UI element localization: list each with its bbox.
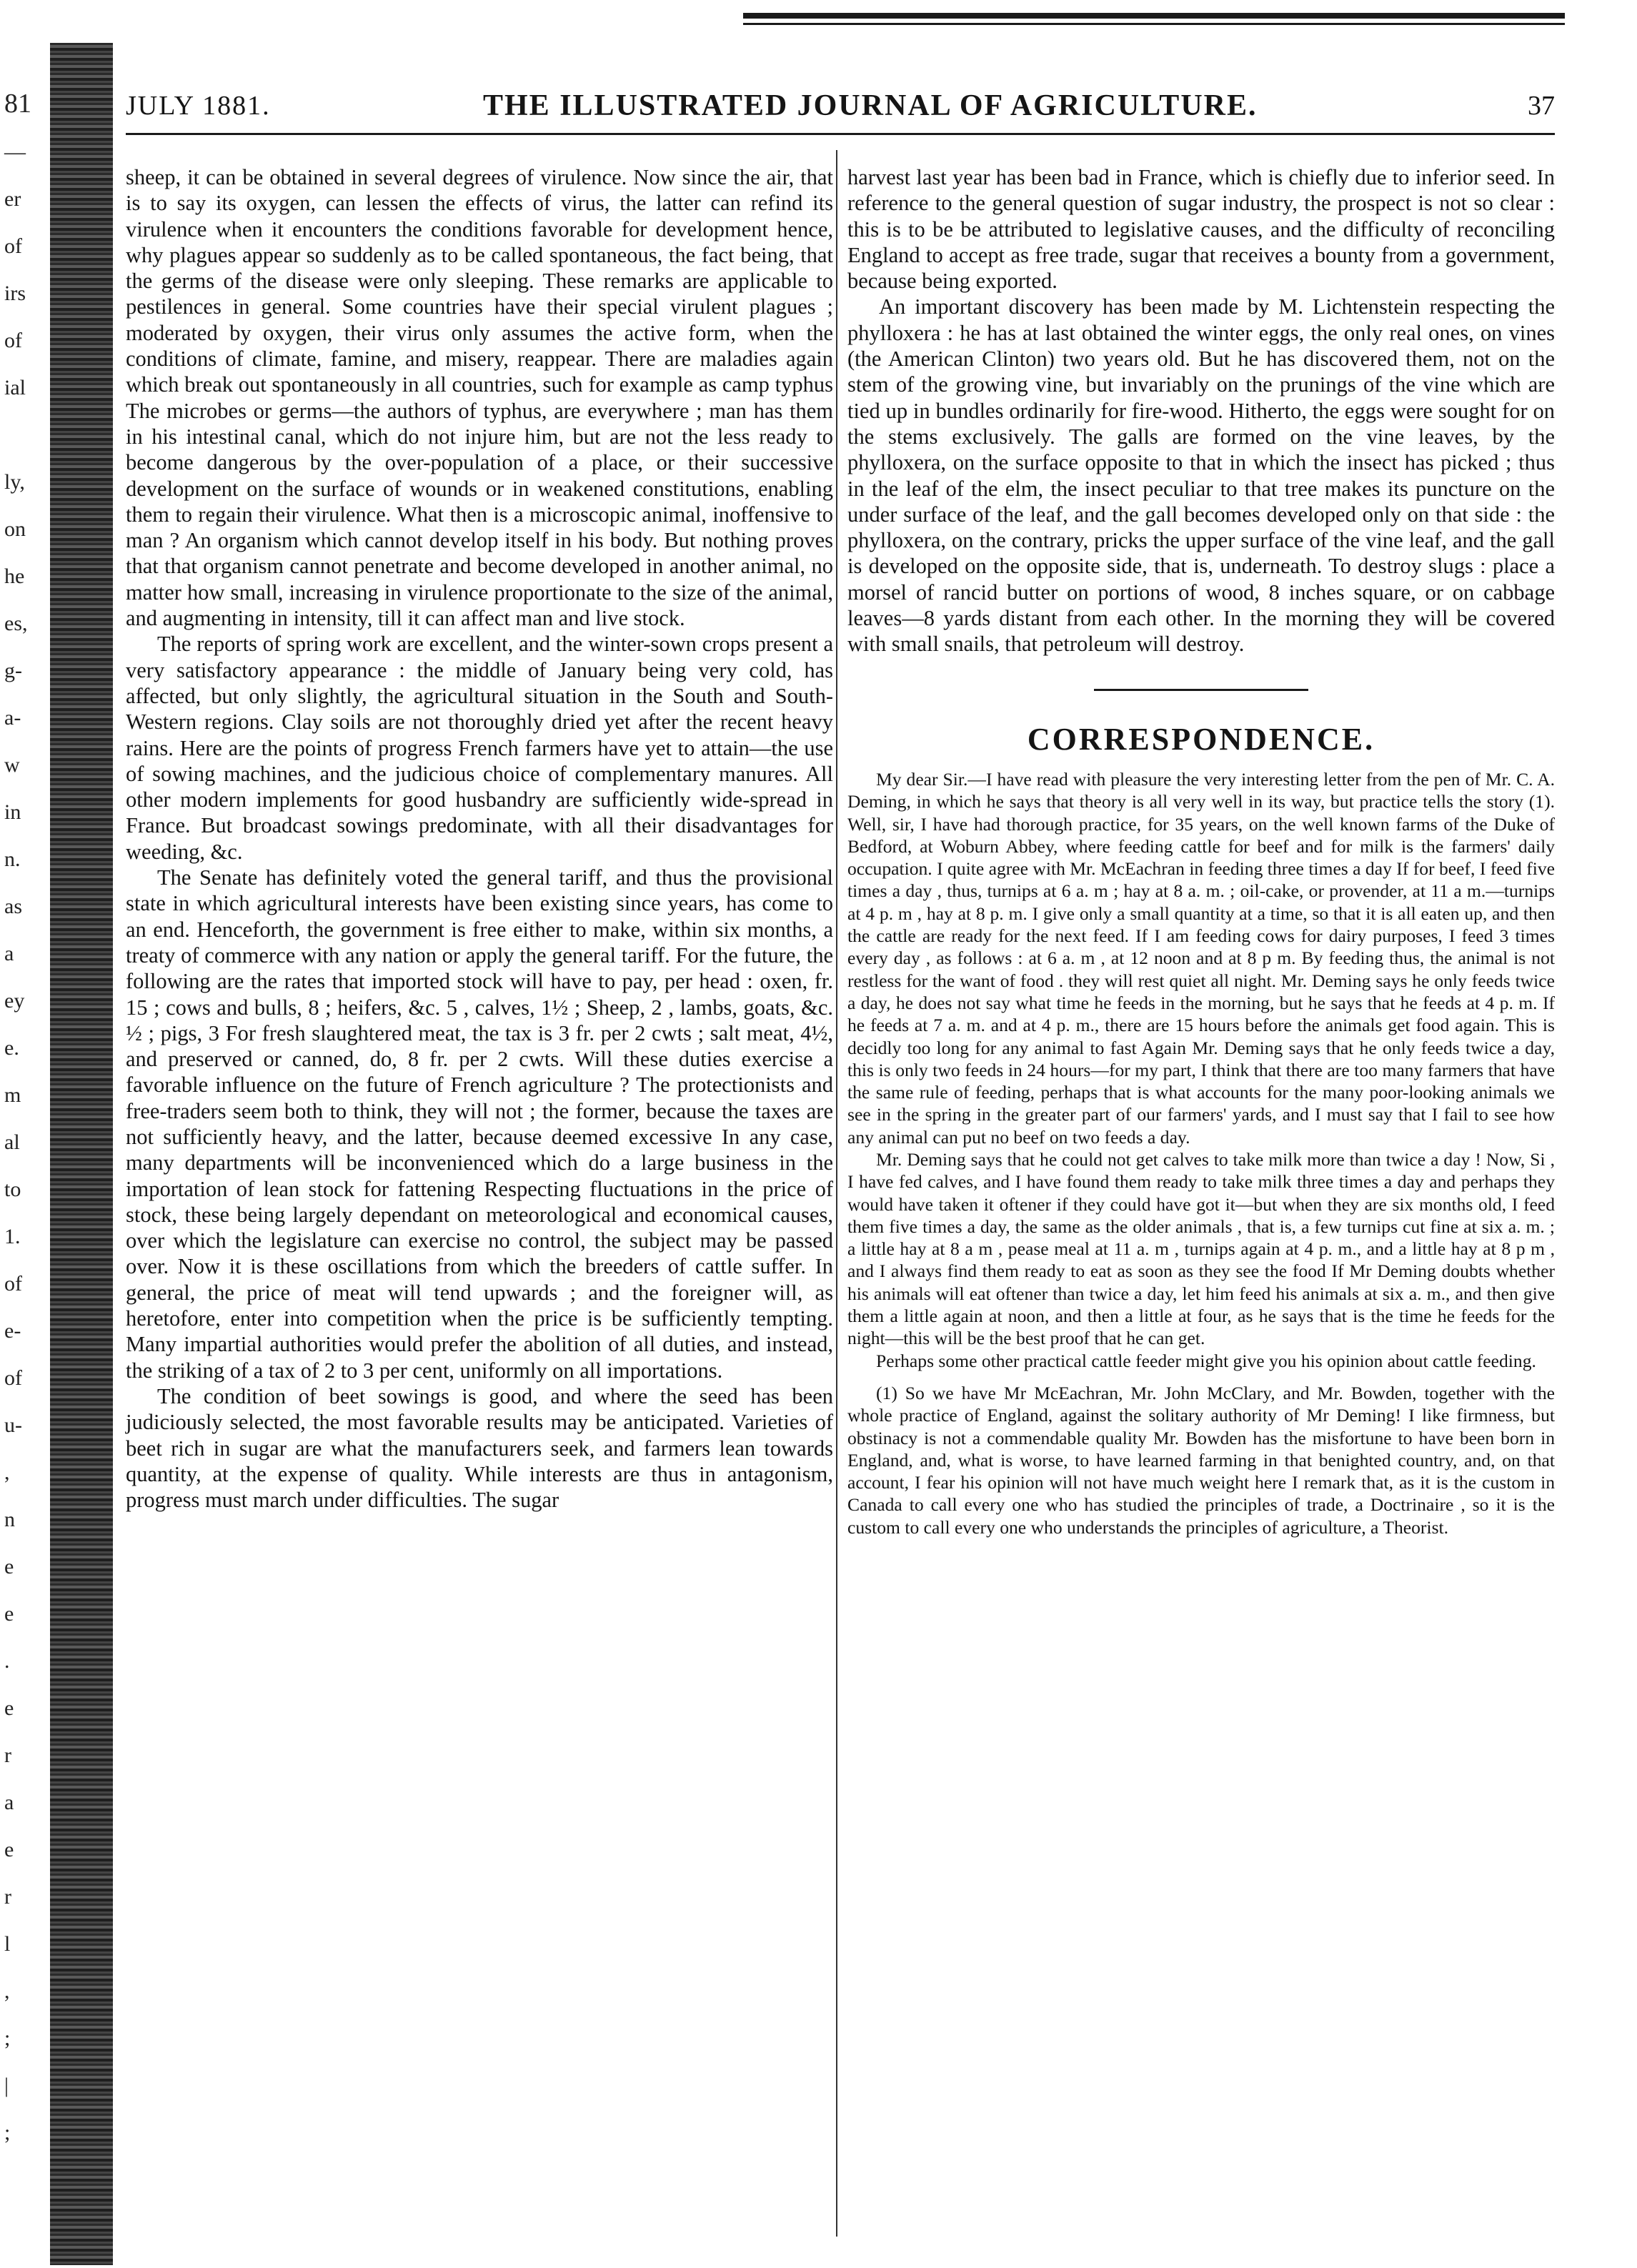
margin-fragment: ial — [4, 376, 26, 399]
margin-fragment: ey — [4, 989, 25, 1013]
margin-fragment: e — [4, 1555, 14, 1578]
paragraph: The condition of beet sowings is good, and where the seed has been judiciously selected, the most favorable results may be anticipated. Varieties of beet rich in sugar are what the manufacturers seek, and farmers lean towards quantity, at the expense of quality. While interests are thus in antagonism, progress must march under difficulties. The sugar — [126, 1383, 833, 1513]
margin-fragment: e — [4, 1696, 14, 1720]
margin-fragment: to — [4, 1178, 21, 1201]
running-header — [126, 84, 1555, 127]
margin-fragment: m — [4, 1083, 21, 1107]
margin-fragment: a- — [4, 706, 21, 730]
margin-fragment: of — [4, 1366, 22, 1390]
page-binding — [50, 43, 113, 2265]
margin-fragment: e- — [4, 1319, 21, 1343]
margin-fragment: , — [4, 1461, 10, 1484]
margin-fragment: in — [4, 800, 21, 824]
letter-paragraph: Mr. Deming says that he could not get calves to take milk more than twice a day ! Now, Si , I have fed calves, and I have found them ready to take milk three times a day and perhaps they would have taken it oftener if they could have got it—but when they are six months old, I feed them five times a day, the same as the older animals , that is, a few turnips cut fine at six a. m. ; a little hay at 8 a m , pease meal at 11 a. m , turnips again at 4 p. m., and a little hay at 8 p m , and I always find them ready to eat as soon as they see the food If Mr Deming doubts whether his animals will eat oftener than twice a day, let him feed his animals at six a. m., and then give them a little again at noon, and then a little at four, as he says that is the time he feeds for the night—this will be the best proof that he can get. — [847, 1148, 1555, 1349]
paragraph: An important discovery has been made by M. Lichtenstein respecting the phylloxera : he has at last obtained the winter eggs, the only real ones, on vines (the American Clinton) two years old. But he has discovered them, not on the stem of the growing vine, but invariably on the prunings of the vine which are tied up in bundles ordinarily for fire-wood. Hitherto, the eggs were sought for on the stems exclusively. The galls are formed on the vine leaves, by the phylloxera, on the surface opposite to that in which the insect has picked ; thus in the leaf of the elm, the insect peculiar to that tree makes its puncture on the under surface of the leaf, and the gall becomes developed only on that side : the phylloxera, on the contrary, pricks the upper surface of the vine leaf, and the gall is developed on the opposite side, that is, underneath. To destroy slugs : place a morsel of rancid butter on portions of wood, 8 inches square, or on cabbage leaves—8 yards distant from each other. In the morning they will be covered with small snails, that petroleum will destroy. — [847, 294, 1555, 657]
previous-page-number: 81 — [4, 89, 31, 119]
margin-fragment: g- — [4, 659, 22, 682]
margin-fragment: , — [4, 1979, 10, 2003]
margin-fragment: . — [4, 1649, 10, 1673]
section-title: CORRESPONDENCE. — [1027, 721, 1375, 757]
issue-date: JULY 1881. — [126, 91, 271, 121]
margin-fragment: ; — [4, 2026, 11, 2050]
margin-fragment: e — [4, 1602, 14, 1626]
margin-fragment: of — [4, 234, 22, 258]
letter-paragraph: My dear Sir.—I have read with pleasure the very interesting letter from the pen of Mr. C. A. Deming, in which he says that theory is all very well in its way, but practice tells the story (1). Well, sir, I have had thorough practice, for 35 years, on the well known farms of the Duke of Bedford, at Woburn Abbey, where feeding cattle for beef and for milk is the farmers' daily occupation. I quite agree with Mr. McEachran in feeding three times a day If for beef, I feed five times a day , thus, turnips at 6 a. m ; hay at 8 a. m. ; oil-cake, or provender, at 11 a m.—turnips at 4 p. m , hay at 8 p. m. I give only a small quantity at a time, so that it is all eaten up, and then the cattle are ready for the next feed. If I am feeding cows for dairy purposes, I feed 3 times every day , as follows : at 6 a. m , at 12 noon and at 8 p m. By feeding thus, the animal is not restless for the want of food . they will rest quiet all night. Mr. Deming says he only feeds twice a day, he does not say what time he feeds in the morning, but he says that he feeds at 4 p. m. If he feeds at 7 a. m. and at 4 p. m., there are 15 hours before the animals get food again. This is decidly too long for any animal to fast Again Mr. Deming says that he only feeds twice a day, this is only two feeds in 24 hours—for my part, I think that there are too many farmers that have the same rule of feeding, perhaps that is what accounts for the many poor-looking animals we see in the spring in the greater part of our farmers' yards, and I must say that I fail to see how any animal can put no beef on two feeds a day. — [847, 768, 1555, 1148]
margin-fragment: ly, — [4, 470, 25, 494]
margin-fragment: e. — [4, 1036, 19, 1060]
margin-fragment: of — [4, 1272, 22, 1295]
margin-fragment: a — [4, 1791, 14, 1814]
margin-fragment: e — [4, 1838, 14, 1861]
margin-fragment: of — [4, 329, 22, 352]
top-rule-thin — [743, 23, 1565, 25]
margin-fragment: al — [4, 1130, 20, 1154]
previous-page-margin — [0, 71, 49, 2265]
margin-fragment: w — [4, 753, 20, 777]
margin-fragment: a — [4, 942, 14, 965]
margin-fragment: r — [4, 1744, 11, 1767]
page-number: 37 — [1528, 91, 1555, 121]
right-column — [847, 164, 1555, 1538]
margin-fragment: n — [4, 1508, 15, 1531]
margin-fragment: ; — [4, 2121, 11, 2144]
margin-fragment: on — [4, 517, 26, 541]
column-divider — [836, 150, 837, 2237]
margin-fragment: 1. — [4, 1225, 21, 1248]
journal-title: THE ILLUSTRATED JOURNAL OF AGRICULTURE. — [483, 89, 1258, 122]
paragraph: harvest last year has been bad in France, which is chiefly due to inferior seed. In reference to the general question of sugar industry, the prospect is not so clear : this is to be be attributed to legislative causes, and the difficulty of reconciling England to accept as free trade, sugar that receives a bounty from a government, because being exported. — [847, 165, 1555, 294]
section-separator — [1094, 689, 1308, 691]
left-column — [126, 164, 833, 1513]
top-rule — [743, 13, 1565, 19]
margin-fragment: n. — [4, 847, 21, 871]
header-rule — [126, 133, 1555, 135]
margin-fragment: es, — [4, 612, 28, 635]
margin-fragment: u- — [4, 1413, 22, 1437]
margin-fragment: irs — [4, 282, 26, 305]
margin-fragment: r — [4, 1885, 11, 1909]
margin-fragment: as — [4, 895, 22, 918]
margin-fragment: — — [4, 140, 26, 164]
letter-paragraph: Perhaps some other practical cattle feeder might give you his opinion about cattle feeding. — [876, 1350, 1536, 1371]
paragraph: The Senate has definitely voted the general tariff, and thus the provisional state in which agricultural interests have been existing since years, has come to an end. Henceforth, the government is free either to make, within six months, a treaty of commerce with any nation or apply the general tariff. For the future, the following are the rates that imported stock will have to pay, per head : oxen, fr. 15 ; cows and bulls, 8 ; heifers, &c. 5 , calves, 1½ ; Sheep, 2 , lambs, goats, &c. ½ ; pigs, 3 For fresh slaughtered meat, the tax is 3 fr. per 2 cwts ; salt meat, 4½, and preserved or canned, do, 8 fr. per 2 cwts. Will these duties exercise a favorable influence on the future of French agriculture ? The protectionists and free-traders seem both to think, they will not ; the former, because the taxes are not sufficiently heavy, and the latter, because deemed excessive In any case, many departments will be inconvenienced which do a large business in the importation of lean stock for fattening Respecting fluctuations in the price of stock, these being largely dependant on meteorological and economical causes, over which the legislature can exercise no control, the subject may be passed over. Now it is these oscillations from which the breeders of cattle suffer. In general, the price of meat will tend upwards ; and the foreigner will, as heretofore, enter into competition when the price is be sufficiently tempting. Many impartial authorities would prefer the abolition of all duties, and instead, the striking of a tax of 2 to 3 per cent, uniformly on all importations. — [126, 865, 833, 1383]
correspondence-letter — [847, 768, 1555, 1538]
margin-fragment: | — [4, 2074, 9, 2097]
margin-fragment: he — [4, 564, 25, 588]
paragraph: sheep, it can be obtained in several degrees of virulence. Now since the air, that is to say its oxygen, can lessen the effects of virus, the latter can refind its virulence when it encounters the conditions favorable for development hence, why plagues appear so suddenly as to be called spontaneous, the fact being, that the germs of the disease were only sleeping. These remarks are applicable to pestilences in general. Some countries have their special virulent plagues ; moderated by oxygen, their virus only assumes the active form, when the conditions of climate, famine, and misery, reappear. There are maladies again which break out spontaneously in all countries, such for example as camp typhus The microbes or germs—the authors of typhus, are everywhere ; man has them in his intestinal canal, which do not injure him, but are not the less ready to become dangerous by the over-population of a place, or their successive development on the surface of wounds or in weakened constitutions, enabling them to regain their virulence. What then is a microscopic animal, inoffensive to man ? An organism which cannot develop itself in his body. But nothing proves that that organism cannot penetrate and become developed in another animal, no matter how small, increasing in virulence proportionate to the size of the animal, and augmenting in intensity, till it can affect man and live stock. — [126, 165, 833, 631]
margin-fragment: er — [4, 187, 21, 211]
margin-fragment: l — [4, 1932, 11, 1956]
footnote: (1) So we have Mr McEachran, Mr. John McClary, and Mr. Bowden, together with the whole practice of England, against the solitary authority of Mr Deming! I like firmness, but obstinacy is not a commendable quality Mr. Bowden has the misfortune to have been born in England, and, what is worse, to have learned farming in that benighted country, and, on that account, I fear his opinion will not have much weight here I remark that, as it is the custom in Canada to call every one who has studied the principles of trade, a Doctrinaire , so it is the custom to call every one who understands the principles of agriculture, a Theorist. — [847, 1382, 1555, 1538]
paragraph: The reports of spring work are excellent, and the winter-sown crops present a very satisfactory appearance : the middle of January being very cold, has affected, but only slightly, the agricultural situation in the South and South-Western regions. Clay soils are not thoroughly dried yet after the recent heavy rains. Here are the points of progress French farmers have yet to attain—the use of sowing machines, and the judicious choice of complementary manures. All other modern implements for good husbandry are sufficiently wide-spread in France. But broadcast sowings predominate, with all their disadvantages for weeding, &c. — [126, 632, 833, 864]
